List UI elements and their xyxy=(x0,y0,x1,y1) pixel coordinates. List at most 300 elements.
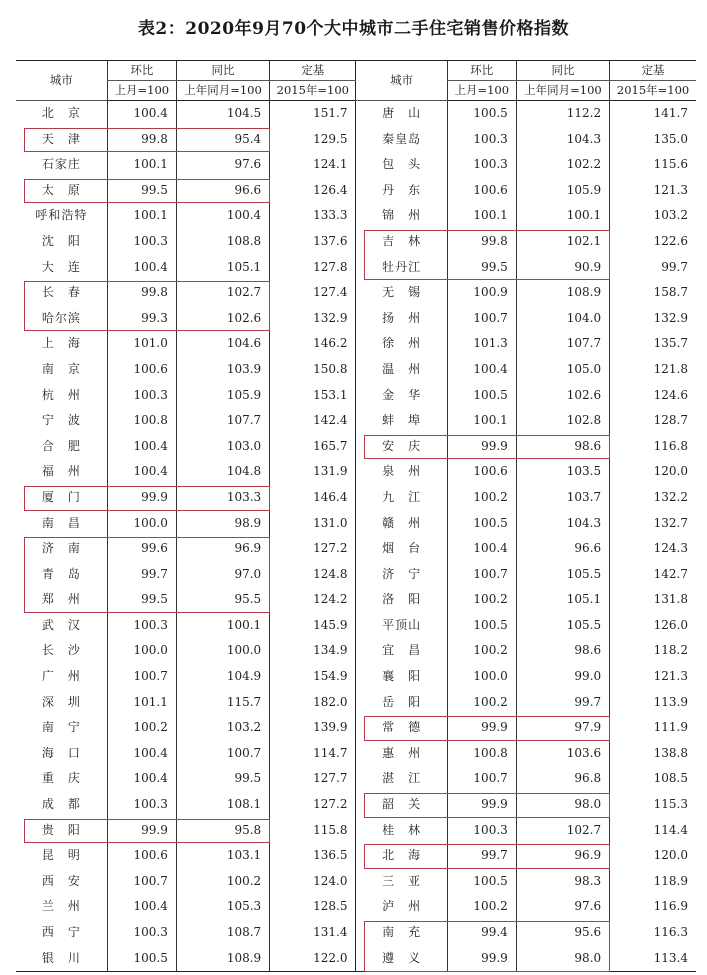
right-mom-cell: 99.7 xyxy=(447,843,516,869)
right-base-cell: 115.6 xyxy=(610,152,696,178)
table-row xyxy=(16,536,696,562)
table-row xyxy=(16,587,696,613)
right-city-cell: 泉 州 xyxy=(356,459,447,485)
table-title: 表2：2020年9月70个大中城市二手住宅销售价格指数 xyxy=(137,19,570,39)
right-mom-cell: 99.9 xyxy=(447,715,516,741)
left-base-cell: 139.9 xyxy=(270,715,356,741)
left-yoy-cell: 108.1 xyxy=(176,792,269,818)
base-subheader: 2015年=100 xyxy=(270,81,356,101)
right-yoy-cell: 104.0 xyxy=(516,306,609,332)
left-yoy-cell: 100.7 xyxy=(176,741,269,767)
left-mom-cell: 100.2 xyxy=(107,715,176,741)
right-yoy-cell: 103.7 xyxy=(516,485,609,511)
left-city-cell: 银 川 xyxy=(16,946,107,972)
table-row xyxy=(16,766,696,792)
right-mom-cell: 100.2 xyxy=(447,894,516,920)
base-subheader: 2015年=100 xyxy=(610,81,696,101)
right-city-cell: 遵 义 xyxy=(356,946,447,972)
table-row xyxy=(16,101,696,127)
right-city-cell: 徐 州 xyxy=(356,331,447,357)
left-yoy-cell: 99.5 xyxy=(176,766,269,792)
left-city-cell: 合 肥 xyxy=(41,438,81,453)
yoy-subheader: 上年同月=100 xyxy=(516,81,609,101)
left-yoy-cell: 105.3 xyxy=(176,894,269,920)
left-base-cell: 134.9 xyxy=(270,638,356,664)
left-mom-cell: 100.1 xyxy=(107,152,176,178)
left-base-cell: 124.2 xyxy=(270,587,356,613)
left-mom-cell: 100.3 xyxy=(107,920,176,946)
left-mom-cell: 101.1 xyxy=(107,690,176,716)
table-row xyxy=(16,408,696,434)
right-yoy-cell: 99.0 xyxy=(516,664,609,690)
left-city-cell: 太 原 xyxy=(41,182,81,197)
table-row xyxy=(16,255,696,281)
table-row xyxy=(16,178,696,204)
left-yoy-cell: 102.6 xyxy=(176,306,269,332)
right-base-cell: 132.7 xyxy=(610,511,696,537)
left-mom-cell: 99.8 xyxy=(107,127,176,153)
left-city-cell: 兰 州 xyxy=(41,899,81,914)
left-city-cell: 福 州 xyxy=(41,464,81,479)
left-base-cell: 165.7 xyxy=(270,434,356,460)
left-mom-cell: 100.5 xyxy=(107,946,176,972)
table-row xyxy=(16,818,696,844)
right-base-cell: 121.8 xyxy=(610,357,696,383)
right-base-cell: 142.7 xyxy=(610,562,696,588)
left-mom-cell: 100.1 xyxy=(107,203,176,229)
left-city-cell: 长 沙 xyxy=(41,643,81,658)
right-city-cell: 惠 州 xyxy=(356,741,447,767)
right-yoy-cell: 98.6 xyxy=(516,638,609,664)
left-base-cell: 137.6 xyxy=(270,229,356,255)
right-base-cell: 132.9 xyxy=(610,306,696,332)
table-row xyxy=(16,434,696,460)
base-header: 定基 xyxy=(270,61,356,81)
table-row xyxy=(16,127,696,153)
left-base-cell: 115.8 xyxy=(270,818,356,844)
right-base-cell: 118.9 xyxy=(610,869,696,895)
table-row xyxy=(16,792,696,818)
right-mom-cell: 100.5 xyxy=(447,383,516,409)
left-yoy-cell: 103.1 xyxy=(176,843,269,869)
right-yoy-cell: 104.3 xyxy=(516,127,609,153)
right-yoy-cell: 98.6 xyxy=(516,434,609,460)
right-city-cell: 韶 关 xyxy=(356,792,447,818)
left-base-cell: 150.8 xyxy=(270,357,356,383)
right-yoy-cell: 96.9 xyxy=(516,843,609,869)
left-mom-cell: 99.6 xyxy=(107,536,176,562)
right-base-cell: 121.3 xyxy=(610,664,696,690)
right-city-cell: 无 锡 xyxy=(356,280,447,306)
left-base-cell: 127.2 xyxy=(270,792,356,818)
right-city-cell: 包 头 xyxy=(356,152,447,178)
right-mom-cell: 100.8 xyxy=(447,741,516,767)
left-yoy-cell: 105.1 xyxy=(176,255,269,281)
left-yoy-cell: 95.8 xyxy=(176,818,269,844)
right-city-cell: 蚌 埠 xyxy=(356,408,447,434)
table-row xyxy=(16,664,696,690)
yoy-header: 同比 xyxy=(176,61,269,81)
right-base-cell: 124.3 xyxy=(610,536,696,562)
right-yoy-cell: 98.3 xyxy=(516,869,609,895)
mom-subheader: 上月=100 xyxy=(447,81,516,101)
mom-subheader: 上月=100 xyxy=(107,81,176,101)
right-city-cell: 三 亚 xyxy=(356,869,447,895)
left-mom-cell: 100.4 xyxy=(107,894,176,920)
table-row xyxy=(16,562,696,588)
right-city-cell: 宜 昌 xyxy=(356,638,447,664)
left-yoy-cell: 115.7 xyxy=(176,690,269,716)
left-base-cell: 182.0 xyxy=(270,690,356,716)
right-city-cell: 北 海 xyxy=(356,843,447,869)
right-base-cell: 126.0 xyxy=(610,613,696,639)
left-base-cell: 124.8 xyxy=(270,562,356,588)
table-row xyxy=(16,894,696,920)
right-city-cell: 桂 林 xyxy=(356,818,447,844)
left-city-cell: 成 都 xyxy=(41,797,81,812)
right-city-cell: 岳 阳 xyxy=(356,690,447,716)
right-mom-cell: 100.5 xyxy=(447,511,516,537)
left-city-cell: 广 州 xyxy=(41,669,81,684)
right-yoy-cell: 99.7 xyxy=(516,690,609,716)
table-row xyxy=(16,946,696,972)
right-city-cell: 秦皇岛 xyxy=(356,127,447,153)
left-base-cell: 151.7 xyxy=(270,101,356,127)
left-base-cell: 131.4 xyxy=(270,920,356,946)
left-mom-cell: 99.7 xyxy=(107,562,176,588)
right-base-cell: 99.7 xyxy=(610,255,696,281)
right-base-cell: 116.9 xyxy=(610,894,696,920)
left-mom-cell: 99.5 xyxy=(107,178,176,204)
left-base-cell: 128.5 xyxy=(270,894,356,920)
right-mom-cell: 100.3 xyxy=(447,152,516,178)
right-base-cell: 132.2 xyxy=(610,485,696,511)
left-yoy-cell: 108.9 xyxy=(176,946,269,972)
left-city-cell: 宁 波 xyxy=(41,413,81,428)
table-row xyxy=(16,203,696,229)
left-city-cell: 沈 阳 xyxy=(41,233,81,248)
right-base-cell: 103.2 xyxy=(610,203,696,229)
left-yoy-cell: 100.4 xyxy=(176,203,269,229)
right-yoy-cell: 103.5 xyxy=(516,459,609,485)
right-base-cell: 124.6 xyxy=(610,383,696,409)
right-base-cell: 131.8 xyxy=(610,587,696,613)
left-base-cell: 131.9 xyxy=(270,459,356,485)
city-header: 城市 xyxy=(356,61,447,101)
right-yoy-cell: 105.1 xyxy=(516,587,609,613)
right-base-cell: 118.2 xyxy=(610,638,696,664)
left-yoy-cell: 103.9 xyxy=(176,357,269,383)
left-mom-cell: 100.4 xyxy=(107,255,176,281)
right-mom-cell: 100.3 xyxy=(447,818,516,844)
right-yoy-cell: 96.6 xyxy=(516,536,609,562)
right-base-cell: 113.9 xyxy=(610,690,696,716)
right-city-cell: 吉 林 xyxy=(356,229,447,255)
left-city-cell: 西 宁 xyxy=(41,925,81,939)
left-base-cell: 114.7 xyxy=(270,741,356,767)
left-city-cell: 昆 明 xyxy=(41,848,81,863)
table-row xyxy=(16,869,696,895)
left-mom-cell: 100.0 xyxy=(107,638,176,664)
left-mom-cell: 99.3 xyxy=(107,306,176,332)
left-yoy-cell: 102.7 xyxy=(176,280,269,306)
right-mom-cell: 100.1 xyxy=(447,408,516,434)
right-city-cell: 常 德 xyxy=(356,715,447,741)
table-row xyxy=(16,306,696,332)
left-city-cell: 重 庆 xyxy=(41,771,81,786)
left-mom-cell: 100.4 xyxy=(107,741,176,767)
left-yoy-cell: 98.9 xyxy=(176,511,269,537)
right-yoy-cell: 97.6 xyxy=(516,894,609,920)
left-mom-cell: 101.0 xyxy=(107,331,176,357)
left-yoy-cell: 104.6 xyxy=(176,331,269,357)
table-row xyxy=(16,383,696,409)
mom-header: 环比 xyxy=(107,61,176,81)
left-yoy-cell: 107.7 xyxy=(176,408,269,434)
left-city-cell: 深 圳 xyxy=(41,694,81,709)
table-row xyxy=(16,715,696,741)
left-yoy-cell: 100.2 xyxy=(176,869,269,895)
left-city-cell: 西 安 xyxy=(41,873,81,888)
right-yoy-cell: 105.9 xyxy=(516,178,609,204)
right-yoy-cell: 107.7 xyxy=(516,331,609,357)
left-city-cell: 海 口 xyxy=(41,745,81,760)
table-row xyxy=(16,920,696,946)
right-yoy-cell: 102.8 xyxy=(516,408,609,434)
right-base-cell: 138.8 xyxy=(610,741,696,767)
left-yoy-cell: 97.6 xyxy=(176,152,269,178)
right-yoy-cell: 100.1 xyxy=(516,203,609,229)
left-city-cell: 天 津 xyxy=(41,131,81,146)
left-base-cell: 154.9 xyxy=(270,664,356,690)
left-base-cell: 153.1 xyxy=(270,383,356,409)
left-base-cell: 146.2 xyxy=(270,331,356,357)
right-base-cell: 114.4 xyxy=(610,818,696,844)
table-row xyxy=(16,741,696,767)
price-index-table xyxy=(16,60,696,972)
left-mom-cell: 100.3 xyxy=(107,613,176,639)
left-city-cell: 郑 州 xyxy=(41,592,81,607)
right-yoy-cell: 108.9 xyxy=(516,280,609,306)
right-yoy-cell: 102.7 xyxy=(516,818,609,844)
right-mom-cell: 100.2 xyxy=(447,638,516,664)
table-row xyxy=(16,357,696,383)
left-mom-cell: 100.4 xyxy=(107,766,176,792)
table-row xyxy=(16,511,696,537)
right-city-cell: 泸 州 xyxy=(356,894,447,920)
left-mom-cell: 100.0 xyxy=(107,511,176,537)
left-yoy-cell: 100.0 xyxy=(176,638,269,664)
left-mom-cell: 100.6 xyxy=(107,357,176,383)
left-city-cell: 南 宁 xyxy=(41,720,81,735)
left-city-cell: 呼和浩特 xyxy=(35,208,88,223)
left-city-cell: 哈尔滨 xyxy=(41,310,81,325)
right-base-cell: 120.0 xyxy=(610,843,696,869)
right-mom-cell: 99.9 xyxy=(447,434,516,460)
left-base-cell: 136.5 xyxy=(270,843,356,869)
right-base-cell: 120.0 xyxy=(610,459,696,485)
left-city-cell: 上 海 xyxy=(41,336,81,351)
table-row xyxy=(16,280,696,306)
right-city-cell: 安 庆 xyxy=(356,434,447,460)
left-base-cell: 145.9 xyxy=(270,613,356,639)
right-yoy-cell: 105.5 xyxy=(516,613,609,639)
left-yoy-cell: 108.8 xyxy=(176,229,269,255)
table-row xyxy=(16,638,696,664)
right-mom-cell: 100.2 xyxy=(447,690,516,716)
right-mom-cell: 99.9 xyxy=(447,792,516,818)
yoy-subheader: 上年同月=100 xyxy=(176,81,269,101)
left-yoy-cell: 103.2 xyxy=(176,715,269,741)
right-base-cell: 116.8 xyxy=(610,434,696,460)
right-yoy-cell: 102.1 xyxy=(516,229,609,255)
right-base-cell: 115.3 xyxy=(610,792,696,818)
right-yoy-cell: 97.9 xyxy=(516,715,609,741)
right-mom-cell: 100.6 xyxy=(447,178,516,204)
table-row xyxy=(16,152,696,178)
right-yoy-cell: 96.8 xyxy=(516,766,609,792)
left-yoy-cell: 108.7 xyxy=(176,920,269,946)
right-base-cell: 122.6 xyxy=(610,229,696,255)
left-mom-cell: 100.4 xyxy=(107,434,176,460)
left-yoy-cell: 104.9 xyxy=(176,664,269,690)
left-yoy-cell: 95.5 xyxy=(176,587,269,613)
right-yoy-cell: 102.6 xyxy=(516,383,609,409)
right-mom-cell: 99.4 xyxy=(447,920,516,946)
table-row xyxy=(16,613,696,639)
left-city-cell: 大 连 xyxy=(41,259,81,274)
right-city-cell: 九 江 xyxy=(356,485,447,511)
right-base-cell: 111.9 xyxy=(610,715,696,741)
base-header: 定基 xyxy=(610,61,696,81)
right-mom-cell: 99.9 xyxy=(447,946,516,972)
right-city-cell: 赣 州 xyxy=(356,511,447,537)
left-mom-cell: 100.8 xyxy=(107,408,176,434)
right-city-cell: 温 州 xyxy=(356,357,447,383)
right-yoy-cell: 90.9 xyxy=(516,255,609,281)
left-mom-cell: 99.5 xyxy=(107,587,176,613)
left-yoy-cell: 100.1 xyxy=(176,613,269,639)
right-city-cell: 牡丹江 xyxy=(356,255,447,281)
left-yoy-cell: 104.8 xyxy=(176,459,269,485)
right-base-cell: 135.0 xyxy=(610,127,696,153)
left-yoy-cell: 95.4 xyxy=(176,127,269,153)
right-mom-cell: 100.5 xyxy=(447,869,516,895)
left-yoy-cell: 104.5 xyxy=(176,101,269,127)
right-city-cell: 洛 阳 xyxy=(356,587,447,613)
left-base-cell: 127.2 xyxy=(270,536,356,562)
right-yoy-cell: 105.5 xyxy=(516,562,609,588)
left-city-cell: 贵 阳 xyxy=(41,822,81,837)
left-yoy-cell: 103.3 xyxy=(176,485,269,511)
right-yoy-cell: 105.0 xyxy=(516,357,609,383)
left-base-cell: 127.4 xyxy=(270,280,356,306)
left-yoy-cell: 96.6 xyxy=(176,178,269,204)
right-city-cell: 湛 江 xyxy=(356,766,447,792)
table-row xyxy=(16,843,696,869)
left-city-cell: 杭 州 xyxy=(41,387,81,402)
right-mom-cell: 100.5 xyxy=(447,613,516,639)
left-mom-cell: 100.3 xyxy=(107,792,176,818)
right-mom-cell: 99.8 xyxy=(447,229,516,255)
right-yoy-cell: 112.2 xyxy=(516,101,609,127)
right-yoy-cell: 104.3 xyxy=(516,511,609,537)
left-base-cell: 131.0 xyxy=(270,511,356,537)
right-city-cell: 金 华 xyxy=(356,383,447,409)
table-row xyxy=(16,229,696,255)
left-base-cell: 142.4 xyxy=(270,408,356,434)
right-city-cell: 济 宁 xyxy=(356,562,447,588)
table-row xyxy=(16,690,696,716)
right-city-cell: 襄 阳 xyxy=(356,664,447,690)
right-base-cell: 108.5 xyxy=(610,766,696,792)
right-base-cell: 141.7 xyxy=(610,101,696,127)
left-yoy-cell: 96.9 xyxy=(176,536,269,562)
right-mom-cell: 100.6 xyxy=(447,459,516,485)
right-mom-cell: 100.5 xyxy=(447,101,516,127)
right-yoy-cell: 95.6 xyxy=(516,920,609,946)
right-yoy-cell: 103.6 xyxy=(516,741,609,767)
left-city-cell: 厦 门 xyxy=(41,489,81,504)
right-city-cell: 锦 州 xyxy=(356,203,447,229)
right-mom-cell: 100.4 xyxy=(447,357,516,383)
left-mom-cell: 100.6 xyxy=(107,843,176,869)
left-base-cell: 129.5 xyxy=(270,127,356,153)
left-base-cell: 133.3 xyxy=(270,203,356,229)
left-mom-cell: 100.3 xyxy=(107,229,176,255)
left-city-cell: 石家庄 xyxy=(41,157,81,172)
right-mom-cell: 100.0 xyxy=(447,664,516,690)
left-base-cell: 122.0 xyxy=(270,946,356,972)
right-yoy-cell: 98.0 xyxy=(516,946,609,972)
left-yoy-cell: 105.9 xyxy=(176,383,269,409)
left-city-cell: 南 京 xyxy=(41,361,81,376)
left-mom-cell: 99.9 xyxy=(107,485,176,511)
left-city-cell: 南 昌 xyxy=(41,515,81,530)
left-mom-cell: 100.7 xyxy=(107,869,176,895)
right-mom-cell: 100.7 xyxy=(447,766,516,792)
header-row xyxy=(16,61,696,81)
left-yoy-cell: 97.0 xyxy=(176,562,269,588)
right-base-cell: 121.3 xyxy=(610,178,696,204)
right-city-cell: 平顶山 xyxy=(356,613,447,639)
left-mom-cell: 99.8 xyxy=(107,280,176,306)
left-base-cell: 132.9 xyxy=(270,306,356,332)
left-base-cell: 126.4 xyxy=(270,178,356,204)
left-city-cell: 济 南 xyxy=(41,541,81,556)
table-row xyxy=(16,485,696,511)
left-base-cell: 146.4 xyxy=(270,485,356,511)
right-base-cell: 158.7 xyxy=(610,280,696,306)
city-header: 城市 xyxy=(16,61,107,101)
right-base-cell: 116.3 xyxy=(610,920,696,946)
right-yoy-cell: 102.2 xyxy=(516,152,609,178)
left-mom-cell: 100.4 xyxy=(107,459,176,485)
left-base-cell: 127.7 xyxy=(270,766,356,792)
right-yoy-cell: 98.0 xyxy=(516,792,609,818)
right-city-cell: 南 充 xyxy=(356,920,447,946)
left-base-cell: 124.1 xyxy=(270,152,356,178)
left-city-cell: 武 汉 xyxy=(41,617,81,632)
right-mom-cell: 100.9 xyxy=(447,280,516,306)
left-city-cell: 青 岛 xyxy=(41,566,81,581)
right-mom-cell: 100.2 xyxy=(447,485,516,511)
table-row xyxy=(16,459,696,485)
left-mom-cell: 100.7 xyxy=(107,664,176,690)
right-mom-cell: 100.1 xyxy=(447,203,516,229)
right-mom-cell: 100.2 xyxy=(447,587,516,613)
right-mom-cell: 100.4 xyxy=(447,536,516,562)
